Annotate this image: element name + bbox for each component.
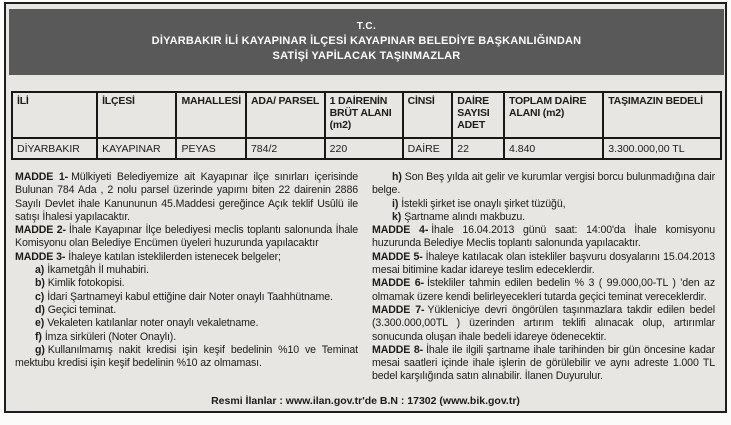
requirement-item-i — [372, 198, 715, 211]
madde-3-text: İhaleye katılan isteklilerden istenecek belgeler; — [68, 250, 281, 263]
property-table — [11, 91, 722, 160]
masthead — [9, 9, 724, 75]
item-f-text: İmza sirküleri (Noter Onaylı). — [44, 330, 177, 343]
col-header-cinsi: CİNSİ — [403, 92, 453, 138]
cell-ili: DİYARBAKIR — [12, 138, 97, 159]
item-h-marker: h) — [392, 171, 402, 183]
madde-4-text: İhale 16.04.2013 günü saat: 14:00'da İhale komisyonu huzurunda Belediye Meclis toplantı salonunda yapılacaktır. — [372, 224, 715, 250]
madde-8-paragraph — [372, 344, 715, 384]
madde-7-text: Yükleniciye devri öngörülen taşınmazlara takdir edilen bedel (3.300.000,00TL ) üzerinden artırım teklifi alınacak olup, artırımlar sonucunda oluşan ihale bedeli idareye ödenecektir. — [372, 303, 715, 343]
col-header-brut-alani: 1 DAİRENİN BRÜT ALANI (m2) — [325, 92, 403, 138]
madde-7-paragraph — [372, 304, 715, 344]
col-header-mahallesi: MAHALLESİ — [176, 92, 245, 138]
masthead-line-authority: DİYARBAKIR İLİ KAYAPINAR İLÇESİ KAYAPINAR BELEDİYE BAŞKANLIĞINDAN — [151, 35, 582, 47]
requirement-item-e — [15, 317, 358, 330]
madde-2-label: MADDE 2- — [15, 224, 66, 237]
requirement-item-a — [15, 264, 358, 277]
cell-ilcesi: KAYAPINAR — [97, 138, 176, 159]
madde-2-text: İhale Kayapınar İlçe belediyesi meclis toplantı salonunda İhale Komisyonu olan Belediye Encümen üyeleri huzurunda yapılacaktır — [15, 224, 358, 250]
cell-ada-parsel: 784/2 — [246, 138, 325, 159]
madde-1-paragraph — [15, 171, 358, 224]
item-a-marker: a) — [35, 264, 45, 277]
masthead-line-tc: T.C. — [356, 21, 377, 32]
item-k-marker: k) — [392, 210, 402, 223]
cell-mahallesi: PEYAS — [176, 138, 245, 159]
item-d-marker: d) — [35, 303, 45, 316]
table-header-row — [12, 92, 721, 138]
item-d-text: Geçici teminat. — [47, 303, 117, 316]
left-column — [15, 171, 358, 384]
madde-8-label: MADDE 8- — [372, 343, 424, 356]
requirement-item-f — [15, 331, 358, 344]
col-header-ilcesi: İLÇESİ — [97, 92, 176, 138]
cell-cinsi: DAİRE — [403, 138, 453, 159]
madde-3-label: MADDE 3- — [15, 250, 66, 263]
requirement-item-k — [372, 211, 715, 224]
madde-6-paragraph — [372, 277, 715, 304]
table-row — [12, 138, 721, 159]
col-header-bedeli: TAŞIMAZIN BEDELİ — [603, 92, 721, 138]
madde-4-paragraph — [372, 224, 715, 251]
item-e-text: Vekaleten katılanlar noter onaylı vekaletname. — [47, 317, 259, 330]
masthead-line-subject: SATİŞİ YAPİLACAK TAŞINMAZLAR — [272, 50, 461, 62]
madde-6-label: MADDE 6- — [372, 277, 424, 290]
item-b-marker: b) — [35, 277, 45, 290]
item-e-marker: e) — [35, 317, 45, 330]
requirement-item-c — [15, 291, 358, 304]
item-i-marker: i) — [392, 197, 399, 210]
official-notice-footer: Resmi İlanlar : www.ilan.gov.tr'de B.N : 17302 (www.bik.gov.tr) — [211, 395, 520, 407]
madde-8-text: İhale ile ilgili şartname ihale tarihinden bir gün öncesine kadar mesai saatleri içinde ihale işlerin de görülebilir ve aynı adreste 1.000 TL bedel karşılığında satın alınabilir. İlanen Duyurulur. — [372, 343, 715, 383]
madde-4-label: MADDE 4- — [372, 224, 429, 237]
item-c-text: İdari Şartnameyi kabul ettiğine dair Noter onaylı Taahhütname. — [47, 290, 333, 303]
item-a-text: İkametgâh İl muhabiri. — [47, 264, 149, 277]
requirement-item-h — [372, 171, 715, 198]
madde-5-text: İhaleye katılacak olan istekliler başvuru dosyalarını 15.04.2013 mesai bitimine kadar idareye teslim edeceklerdir. — [372, 250, 715, 277]
item-c-marker: c) — [35, 290, 45, 303]
cell-brut-alani: 220 — [325, 138, 403, 159]
col-header-ili: İLİ — [12, 92, 97, 138]
item-k-text: Şartname alındı makbuzu. — [404, 210, 525, 223]
madde-5-label: MADDE 5- — [372, 250, 423, 263]
madde-2-paragraph — [15, 224, 358, 251]
requirement-item-d — [15, 304, 358, 317]
item-h-text: Son Beş yılda ait gelir ve kurumlar vergisi borcu bulunmadığına dair belge. — [372, 171, 715, 197]
madde-1-text: Mülkiyeti Belediyemize ait Kayapınar ilçe sınırları içerisinde Bulunan 784 Ada , 2 nolu parsel üzerinde yapımı biten 22 dairenin 2886 Sayılı Devlet ihale Kanununun 45.Maddesi gereğince Açık teklif Usûlü ile satışı İhalesi yapılacaktır. — [15, 171, 358, 223]
col-header-daire-sayisi: DAİRE SAYISI ADET — [452, 92, 504, 138]
item-b-text: Kimlik fotokopisi. — [47, 277, 125, 290]
body-columns — [15, 171, 715, 384]
madde-1-label: MADDE 1- — [15, 171, 69, 183]
col-header-ada-parsel: ADA/ PARSEL — [246, 92, 325, 138]
item-i-text: İstekli şirket ise onaylı şirket tüzüğü, — [401, 197, 566, 210]
requirement-item-g — [15, 344, 358, 371]
madde-5-paragraph — [372, 251, 715, 278]
cell-bedeli: 3.300.000,00 TL — [603, 138, 721, 159]
item-g-text: Kullanılmamış nakit kredisi işin keşif bedelinin %10 ve Teminat mektubu kredisi işin keşif bedelinin %10 az olmaması. — [15, 343, 358, 370]
right-column — [372, 171, 715, 384]
cell-daire-sayisi: 22 — [452, 138, 504, 159]
requirement-item-b — [15, 277, 358, 290]
madde-6-text: İstekliler tahmin edilen bedelin % 3 ( 99.000,00-TL ) 'den az olmamak üzere kendi belirleyecekleri tutarda geçici teminat vereceklerdir. — [372, 277, 715, 303]
cell-toplam-alani: 4.840 — [504, 138, 603, 159]
announcement-page — [4, 2, 727, 413]
madde-3-paragraph — [15, 251, 358, 264]
col-header-toplam-alani: TOPLAM DAİRE ALANI (m2) — [504, 92, 603, 138]
item-g-marker: g) — [35, 343, 45, 356]
item-f-marker: f) — [35, 330, 42, 343]
madde-7-label: MADDE 7- — [372, 303, 425, 316]
